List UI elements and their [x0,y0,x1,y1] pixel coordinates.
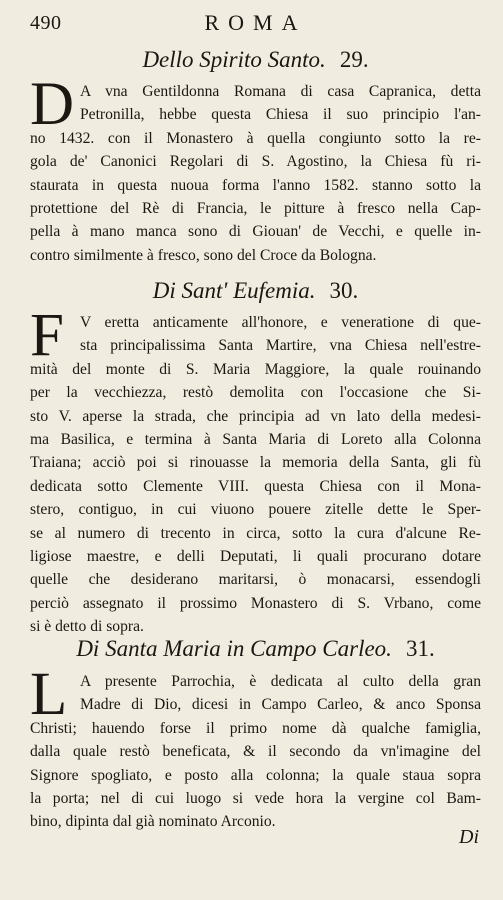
drop-cap: L [30,661,68,728]
section-title-text: Di Santa Maria in Campo Carleo. [76,636,392,661]
text-line: Traiana; acciò poi si rinouasse la memoria della Santa, gli fù [30,454,481,472]
text-line: quelle che desiderano maritarsi, ò monacarsi, essendogli [30,571,481,589]
text-line: mità del monte di S. Maria Maggiore, la quale rouinando [30,360,481,378]
page-number: 490 [30,12,62,34]
text-line: se al numero di trecento in circa, sotto la cura d'alcune Re- [30,524,481,542]
text-line: ma Basilica, e termina à Santa Maria di Loreto alla Colonna [30,430,481,448]
text-line: A presente Parrochia, è dedicata al culto della gran [80,673,481,690]
catchword: Di [459,826,479,848]
text-line: per la vecchiezza, restò demolita con l'occasione che Si- [30,384,481,402]
text-line: dalla quale restò beneficata, & il secondo da vn'imagine del [30,743,481,761]
text-line: Madre di Dio, dicesi in Campo Carleo, & anco Sponsa [80,696,481,714]
text-line: Signore spogliato, e posto alla colonna; la quale staua sopra [30,766,481,784]
section-body-spirito-santo [30,71,481,267]
section-body-sant-eufemia [30,302,481,638]
drop-cap: D [30,71,75,138]
text-line: bino, dipinta dal già nominato Arconio. [30,813,276,831]
text-line: sta principalissima Santa Martire, vna Chiesa nell'estre- [80,337,481,355]
text-line: sto V. aperse la strada, che principia ad vn lato della medesi- [30,407,481,425]
text-line: Petronilla, hebbe questa Chiesa il suo principio l'an- [80,106,481,124]
text-line: contro similmente à fresco, sono del Croce da Bologna. [30,246,377,264]
text-line: la porta; nel di cui luogo si vede hora la vergine col Bam- [30,789,481,807]
text-line: V eretta anticamente all'honore, e veneratione di que- [80,314,481,331]
running-head: ROMA [204,10,307,35]
text-line: Christi; hauendo forse il primo nome dà qualche famiglia, [30,719,481,737]
text-line: A vna Gentildonna Romana di casa Capranica, detta [80,83,481,100]
text-line: ligiose maestre, e delli Deputati, li quali procurano dotare [30,547,481,565]
section-body-campo-carleo [30,661,481,834]
drop-cap: F [30,302,64,369]
section-title-campo-carleo [30,634,481,664]
section-title-sant-eufemia [30,276,481,306]
section-title-spirito-santo [30,45,481,75]
section-title-text: Dello Spirito Santo. [142,47,326,72]
text-line: stero, contiguo, in cui viuono pouere zitelle dette le Sper- [30,501,481,519]
text-line: si è detto di sopra. [30,618,144,636]
text-line: pella à mano manca sono di Giouan' de Vecchi, e quelle in- [30,223,481,241]
text-line: gola de' Canonici Regolari di S. Agostino, la Chiesa fù ri- [30,153,481,171]
text-line: staurata in questa nuoua forma l'anno 1582. stanno sotto la [30,176,481,194]
section-title-text: Di Sant' Eufemia. [152,278,316,303]
section-number: 29. [339,47,369,72]
text-line: no 1432. con il Monastero à quella congiunto sotto la re- [30,129,481,147]
section-number: 30. [329,278,359,303]
text-line: protettione del Rè di Francia, le pitture à fresco nella Cap- [30,199,481,217]
page-header [30,12,481,42]
text-line: dedicata sotto Clemente VIII. questa Chiesa con il Mona- [30,477,481,495]
section-number: 31. [405,636,435,661]
text-line: perciò assegnato il prossimo Monastero di S. Vrbano, come [30,594,481,612]
